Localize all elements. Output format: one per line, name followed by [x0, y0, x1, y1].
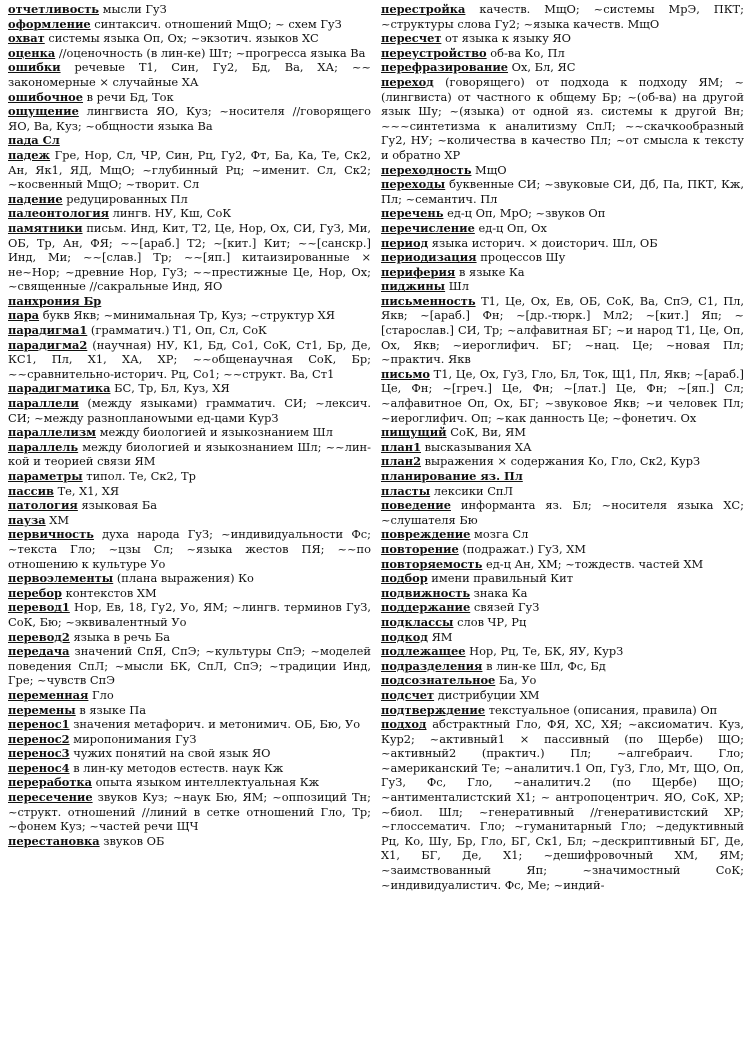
entry-references: письм. Инд, Кит, Т2, Це, Нор, Ох, СИ, ГуЗ, Ми, ОБ, Тр, Ан, ФЯ; ~~[араб.] Т2; ~[кит.] Кит; ~~[санскр.] Инд, Ми; ~~[слав.] Тр; ~~[яп.] китаизированные × не~Нор; ~древние Нор, ГуЗ; ~~престижные Це, Нор, Ох; ~священные //сакральные Инд, ЯО [8, 220, 371, 294]
index-entry [8, 571, 371, 586]
index-entry [381, 177, 744, 206]
index-entry [381, 425, 744, 440]
index-entry [381, 294, 744, 367]
entry-references: БС, Тр, Бл, Куз, ХЯ [110, 381, 230, 396]
entry-references: букв Якв; ~минимальная Тр, Куз; ~структур ХЯ [39, 308, 335, 323]
entry-references: дистрибуции ХМ [434, 687, 540, 702]
index-entry [381, 31, 744, 46]
index-entry [381, 2, 744, 31]
index-entry [8, 630, 371, 645]
entry-references: Нор, Рц, Те, БК, ЯУ, КурЗ [465, 644, 624, 659]
entry-headword: перебор [8, 585, 62, 600]
right-column [381, 2, 744, 1039]
index-entry [8, 221, 371, 294]
entry-references: процессов Шу [476, 250, 566, 265]
entry-references: Т1, Це, Ох, Ев, ОБ, СоК, Ва, СпЭ, С1, Пл, Якв; ~[араб.] Фн; ~[др.-тюрк.] Мл2; ~[кит.] Яп; ~[старослав.] СИ, Тр; ~алфавитная БГ; ~и народ Т1, Це, Оп, Ох, Якв; ~иероглифич. БГ; ~нац. Це; ~новая Пл; ~практич. Якв [381, 293, 744, 367]
entry-references: (плана выражения) Ко [113, 571, 254, 586]
entry-headword: перечисление [381, 220, 475, 235]
entry-headword: параллель [8, 439, 79, 454]
entry-headword: панхрония Бр [8, 293, 102, 308]
entry-headword: перенос4 [8, 760, 70, 775]
entry-headword: перефразирование [381, 60, 509, 75]
index-entry [8, 834, 371, 849]
entry-references: связей ГуЗ [470, 600, 540, 615]
entry-references: системы языка Оп, Ох; ~экзотич. языков ХС [44, 31, 319, 46]
entry-references: в языке Па [75, 702, 147, 717]
entry-references: звуков Куз; ~наук Бю, ЯМ; ~оппозиций Тн; ~структ. отношений //линий в сетке отношений Гло, Тр; ~фонем Куз; ~частей речи ЩЧ [8, 790, 371, 834]
entry-references: звуков ОБ [99, 833, 165, 848]
index-entry [8, 338, 371, 382]
index-entry [8, 192, 371, 207]
entry-headword: переменная [8, 687, 89, 702]
entry-headword: пассив [8, 483, 54, 498]
entry-references: чужих понятий на свой язык ЯО [69, 746, 271, 761]
entry-headword: перевод2 [8, 629, 70, 644]
index-entry [8, 396, 371, 425]
entry-references: между биологией и языкознанием Шл; ~~лин-кой и теорией связи ЯМ [8, 439, 371, 469]
entry-references: (научная) НУ, К1, Бд, Со1, СоК, Ст1, Бр, Де, КС1, Пл, Х1, ХА, ХР; ~~общенаучная СоК, Бр; ~~сравнительно-историч. Рц, Со1; ~~структ. Ва, Ст1 [8, 337, 371, 381]
entry-headword: ошибочное [8, 89, 84, 104]
entry-references: миропонимания ГуЗ [69, 731, 197, 746]
index-entry [8, 425, 371, 440]
index-entry [381, 163, 744, 178]
index-entry [8, 323, 371, 338]
entry-headword: оформление [8, 16, 91, 31]
entry-references: синтаксич. отношений МщО; ~ схем ГуЗ [90, 16, 342, 31]
entry-headword: параллелизм [8, 425, 97, 440]
entry-headword: подвижность [381, 585, 471, 600]
entry-references: в речи Бд, Ток [83, 89, 174, 104]
index-entry [8, 775, 371, 790]
entry-headword: первичность [8, 527, 94, 542]
entry-references: ЯМ [427, 629, 453, 644]
index-entry [8, 761, 371, 776]
entry-references: редуцированных Пл [62, 191, 188, 206]
index-entry [381, 659, 744, 674]
entry-headword: переработка [8, 775, 93, 790]
entry-headword: пара [8, 308, 40, 323]
entry-references: (подражат.) ГуЗ, ХМ [458, 541, 586, 556]
index-entry [8, 644, 371, 688]
entry-references: лингвиста ЯО, Куз; ~носителя //говорящего ЯО, Ва, Куз; ~общности языка Ва [8, 104, 371, 133]
index-entry [8, 381, 371, 396]
index-entry [381, 630, 744, 645]
entry-references: лингв. НУ, Кш, СоК [109, 206, 232, 221]
index-entry [381, 600, 744, 615]
index-entry [381, 236, 744, 251]
entry-headword: период [381, 235, 429, 250]
entry-headword: ощущение [8, 104, 79, 119]
entry-references: ед-ц Ан, ХМ; ~тождеств. частей ХМ [482, 556, 704, 571]
entry-references: контекстов ХМ [61, 585, 157, 600]
index-entry [381, 367, 744, 425]
index-entry [381, 703, 744, 718]
entry-headword: подсчет [381, 687, 435, 702]
entry-headword: первоэлементы [8, 571, 114, 586]
left-column [8, 2, 371, 1039]
index-entry [381, 46, 744, 61]
entry-references: мозга Сл [470, 527, 529, 542]
index-entry [8, 586, 371, 601]
entry-references: высказывания ХА [421, 439, 532, 454]
index-entry [8, 469, 371, 484]
entry-references: в лин-ке Шл, Фс, Бд [482, 658, 606, 673]
entry-headword: переходность [381, 162, 472, 177]
entry-headword: переход [381, 74, 434, 89]
index-entry [381, 60, 744, 75]
index-entry [381, 615, 744, 630]
entry-headword: пересечение [8, 790, 93, 805]
index-entry [8, 600, 371, 629]
entry-references: Т1, Це, Ох, ГуЗ, Гло, Бл, Ток, Щ1, Пл, Якв; ~[араб.] Це, Фн; ~[греч.] Це, Фн; ~[лат.] Це, Фн; ~[яп.] Сл; ~алфавитное Оп, Ох, БГ; ~звуковое Якв; ~и человек Пл; ~иероглифич. Оп; ~как данность Це; ~фонетич. Ох [381, 366, 744, 425]
entry-references: текстуальное (описания, правила) Оп [485, 702, 718, 717]
index-entry [381, 717, 744, 892]
index-entry [8, 308, 371, 323]
entry-headword: периодизация [381, 250, 477, 265]
index-entry [381, 221, 744, 236]
entry-headword: подбор [381, 571, 428, 586]
index-entry [381, 484, 744, 499]
entry-references: Ба, Уо [495, 673, 537, 688]
index-entry [8, 732, 371, 747]
index-entry [8, 90, 371, 105]
entry-references: речевые Т1, Син, Гу2, Бд, Ва, ХА; ~~ закономерные × случайные ХА [8, 60, 371, 89]
entry-headword: подсознательное [381, 673, 496, 688]
entry-references: между биологией и языкознанием Шл [96, 425, 333, 440]
index-entry [381, 206, 744, 221]
entry-references: в языке Ка [455, 264, 525, 279]
entry-headword: перечень [381, 206, 444, 221]
index-entry [381, 265, 744, 280]
entry-references: //оценочность (в лин-ке) Шт; ~прогресса языка Ва [55, 45, 366, 60]
entry-references: языка историч. × доисторич. Шл, ОБ [428, 235, 658, 250]
entry-references: Те, Х1, ХЯ [53, 483, 120, 498]
entry-headword: повторение [381, 541, 459, 556]
entry-references: лексики СпЛ [430, 483, 514, 498]
entry-references: от языка к языку ЯО [441, 31, 571, 46]
entry-headword: переустройство [381, 45, 487, 60]
entry-headword: письмо [381, 366, 430, 381]
entry-references: Гре, Нор, Сл, ЧР, Син, Рц, Гу2, Фт, Ба, Ка, Те, Ск2, Ан, Як1, ЯД, МщО; ~глубинный Рц; ~именит. Сл, Ск2; ~косвенный МщО; ~творит. Сл [8, 147, 371, 192]
entry-references: буквенные СИ; ~звуковые СИ, Дб, Па, ПКТ, Кж, Пл; ~семантич. Пл [381, 177, 744, 206]
entry-headword: палеонтология [8, 206, 110, 221]
index-entry [8, 790, 371, 834]
index-entry [8, 104, 371, 133]
dictionary-page [8, 2, 745, 1039]
index-entry [381, 75, 744, 163]
entry-references: выражения × содержания Ко, Гло, Ск2, КурЗ [421, 454, 701, 469]
entry-headword: переходы [381, 177, 446, 192]
entry-references: Ох, Бл, ЯС [508, 60, 576, 75]
index-entry [8, 527, 371, 571]
index-entry [381, 673, 744, 688]
entry-references: об-ва Ко, Пл [486, 45, 565, 60]
entry-references: значений СпЯ, СпЭ; ~культуры СпЭ; ~моделей поведения СпЛ; ~мысли БК, СпЛ, СпЭ; ~традиции Инд, Гре; ~чувств СпЭ [8, 644, 371, 688]
entry-headword: перестройка [381, 2, 466, 16]
index-entry [381, 644, 744, 659]
index-entry [8, 2, 371, 17]
entry-references: Нор, Ев, 18, Гу2, Уо, ЯМ; ~лингв. терминов ГуЗ, СоК, Бю; ~эквивалентный Уо [8, 600, 371, 629]
index-entry [8, 440, 371, 469]
entry-headword: план1 [381, 439, 422, 454]
index-entry [381, 688, 744, 703]
entry-references: в лин-ку методов естеств. наук Кж [69, 760, 284, 775]
entry-headword: пересчет [381, 31, 442, 46]
entry-references: информанта яз. Бл; ~носителя языка ХС; ~слушателя Бю [381, 498, 744, 527]
entry-references: типол. Те, Ск2, Тр [82, 469, 196, 483]
index-entry [381, 527, 744, 542]
entry-headword: парадигма1 [8, 323, 88, 338]
entry-headword: пищущий [381, 425, 447, 440]
entry-headword: перенос2 [8, 731, 70, 746]
index-entry [8, 484, 371, 499]
index-entry [8, 717, 371, 732]
entry-references: слов ЧР, Рц [453, 614, 527, 629]
index-entry [381, 498, 744, 527]
index-entry [381, 279, 744, 294]
entry-headword: повторяемость [381, 556, 483, 571]
entry-headword: перенос1 [8, 717, 70, 732]
entry-headword: пада Сл [8, 133, 60, 148]
entry-headword: периферия [381, 264, 456, 279]
entry-headword: ошибки [8, 60, 61, 75]
entry-headword: подкод [381, 629, 428, 644]
entry-headword: пауза [8, 512, 46, 527]
entry-headword: перенос3 [8, 746, 70, 761]
index-entry [8, 703, 371, 718]
entry-references: мысли ГуЗ [99, 2, 167, 16]
index-entry [8, 206, 371, 221]
entry-headword: парадигматика [8, 381, 111, 396]
entry-references: духа народа ГуЗ; ~индивидуальности Фс; ~текста Гло; ~цзы Сл; ~языка жестов ПЯ; ~~по отношению к культуре Уо [8, 527, 371, 571]
entry-headword: письменность [381, 293, 476, 308]
index-entry [8, 46, 371, 61]
entry-headword: подтверждение [381, 702, 486, 717]
entry-references: ХМ [45, 512, 70, 527]
index-entry [381, 454, 744, 469]
entry-references: (между языками) грамматич. СИ; ~лексич. СИ; ~между разнопланowыми ед-цами КурЗ [8, 396, 371, 425]
entry-headword: поддержание [381, 600, 471, 615]
entry-headword: подразделения [381, 658, 483, 673]
entry-headword: подлежащее [381, 644, 466, 659]
entry-headword: падеж [8, 147, 51, 162]
entry-references: (говорящего) от подхода к подходу ЯМ; ~(лингвиста) от частного к общему Бр; ~(об-ва) на другой язык Шу; ~(языка) от одной яз. системы к другой Вн; ~~~синтетизма к аналитизму СпЛ; ~~скачкообразный Гу2, НУ; ~количества в качество Пл; ~от смысла к тексту и обратно ХР [381, 74, 744, 162]
entry-headword: парадигма2 [8, 337, 88, 352]
entry-headword: передача [8, 644, 70, 659]
index-entry [8, 133, 371, 148]
entry-headword: охват [8, 31, 45, 46]
entry-headword: подклассы [381, 614, 454, 629]
index-entry [8, 746, 371, 761]
index-entry [8, 498, 371, 513]
entry-headword: падение [8, 191, 63, 206]
entry-headword: планирование яз. Пл [381, 469, 523, 483]
entry-references: опыта языком интеллектуальная Кж [92, 775, 320, 790]
index-entry [381, 440, 744, 455]
index-entry [381, 586, 744, 601]
entry-headword: отчетливость [8, 2, 100, 16]
entry-headword: пиджины [381, 279, 446, 294]
entry-headword: подход [381, 717, 427, 732]
index-entry [8, 294, 371, 309]
index-entry [381, 469, 744, 484]
entry-references: (грамматич.) Т1, Оп, Сл, СоК [87, 323, 267, 338]
index-entry [381, 542, 744, 557]
index-entry [8, 17, 371, 32]
entry-headword: перестановка [8, 833, 100, 848]
entry-headword: параметры [8, 469, 83, 483]
entry-references: ед-ц Оп, Ох [474, 220, 547, 235]
entry-references: СоК, Ви, ЯМ [446, 425, 526, 440]
entry-references: качеств. МщО; ~системы МрЭ, ПКТ; ~структуры слова Гу2; ~языка качеств. МщО [381, 2, 744, 31]
entry-headword: перевод1 [8, 600, 70, 615]
index-entry [381, 571, 744, 586]
entry-references: значения метафорич. и метонимич. ОБ, Бю, Уо [69, 717, 361, 732]
index-entry [8, 513, 371, 528]
entry-references: МщО [471, 162, 507, 177]
entry-headword: оценка [8, 45, 56, 60]
entry-headword: параллели [8, 396, 79, 411]
entry-references: знака Ка [470, 585, 528, 600]
entry-headword: поведение [381, 498, 451, 513]
index-entry [8, 688, 371, 703]
entry-references: языковая Ба [77, 498, 158, 513]
index-entry [8, 148, 371, 192]
entry-headword: памятники [8, 220, 83, 235]
entry-references: Шл [445, 279, 469, 294]
index-entry [381, 250, 744, 265]
entry-references: Гло [88, 687, 114, 702]
index-entry [381, 557, 744, 572]
entry-headword: патология [8, 498, 78, 513]
entry-headword: пласты [381, 483, 431, 498]
entry-headword: план2 [381, 454, 422, 469]
entry-references: имени правильный Кит [427, 571, 574, 586]
entry-references: абстрактный Гло, ФЯ, ХС, ХЯ; ~аксиоматич. Куз, Кур2; ~активный1 × пассивный (по Щербе) ЩО; ~активный2 (практич.) Пл; ~алгебраич. Гло; ~американский Те; ~аналитич.1 Оп, ГуЗ, Гло, Мт, ЩО, Оп, ГуЗ, Фс, Гло, ~аналитич.2 (по Щербе) ЩО; ~антименталистский Х1; ~ антропоцентрич. ЯО, СоК, ХР; ~биол. Шл; ~генеративный //генеративистский ХР; ~глоссематич. Гло; ~гуманитарный Гло; ~дедуктивный Рц, Ко, Шу, Бр, Гло, БГ, Ск1, Бл; ~дескриптивный БГ, Де, Х1, БГ, Де, Х1; ~дешифровочный ХМ, ЯМ; ~заимствованный Яп; ~значимостный СоК; ~индивидуалистич. Фс, Ме; ~индий- [381, 717, 744, 892]
entry-references: ед-ц Оп, МрО; ~звуков Оп [443, 206, 606, 221]
entry-headword: повреждение [381, 527, 471, 542]
index-entry [8, 31, 371, 46]
entry-headword: перемены [8, 702, 76, 717]
index-entry [8, 60, 371, 89]
entry-references: языка в речь Ба [69, 629, 171, 644]
